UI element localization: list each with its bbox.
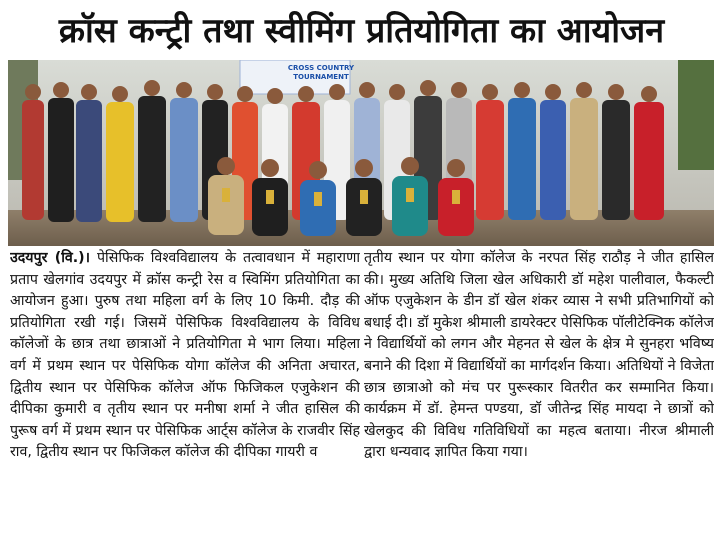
dateline: उदयपुर (वि.)। [10,250,91,266]
article-body [10,248,714,558]
banner-text [266,64,376,82]
group-photo-illustration [8,60,714,246]
group-photo [8,60,714,246]
banner-line-2: TOURNAMENT [293,73,349,81]
column-1-text: पेसिफिक विश्वविद्यालय के तत्वावधान में महाराणा प्रताप खेलगांव उदयपुर में क्रॉस कन्ट्री रेस व स्विमिंग प्रतियोगिता का आयोजन हुआ। पुरुष तथा महिला वर्ग के लिए 10 किमी. दौड़ की प्रतियोगिता रखी गई। जिसमें पेसिफिक विश्वविद्यालय के विविध कॉलेजों के छात्र तथा छात्राओं ने प्रतियोगिता मे भाग लिया। महिला वर्ग में प्रथम स्थान पर पेसिफिक योगा कॉलेज की अनिता अचारत, द्वितीय स्थान पर पेसिफिक कॉलेज ऑफ फिजिकल एजुकेशन की दीपिका कुमारी व तृतीय स्थान पर मनीषा शर्मा ने जीत हासिल की पुरूष वर्ग में प्रथम स्थान पर पेसिफिक आर्ट्स कॉलेज के राजवीर सिंह राव, द्वितीय स्थान पर फिजिकल कॉलेज की दीपिका गायरी व [10,250,360,461]
article-column-1 [10,248,360,558]
banner-line-1: CROSS COUNTRY [287,64,355,72]
headline: क्रॉस कन्ट्री तथा स्वीमिंग प्रतियोगिता का आयोजन [58,11,665,51]
article-column-2 [364,248,714,558]
column-2-text: तृतीय स्थान पर योगा कॉलेज के नरपत सिंह राठौड़ ने जीत हासिल की। मुख्य अतिथि जिला खेल अधिकारी डॉ महेश पालीवाल, फैकल्टी ऑफ एजुकेशन के डीन डॉ खेल शंकर व्यास ने सभी प्रतिभागियों को बधाई दी। डॉ मुकेश श्रीमाली डायरेक्टर पेसिफिक पॉलीटेक्निक कॉलेज ने विद्यार्थियों को लगन और मेहनत से खेल के क्षेत्र मे सुनहरा भविष्य बनाने की दिशा में विद्यार्थियों का मार्गदर्शन किया। अतिथियों ने विजेता छात्र छात्राओ को मंच पर पुरूस्कार वितरीत कर सम्मानित किया। कार्यक्रम में डॉ. हेमन्त पण्डया, डॉ जीतेन्द्र सिंह मायदा ने छात्रों को खेलकुद की विविध गतिविधियों का महत्व बताया। नीरज श्रीमाली द्वारा धन्यवाद ज्ञापित किया गया। [364,250,714,461]
